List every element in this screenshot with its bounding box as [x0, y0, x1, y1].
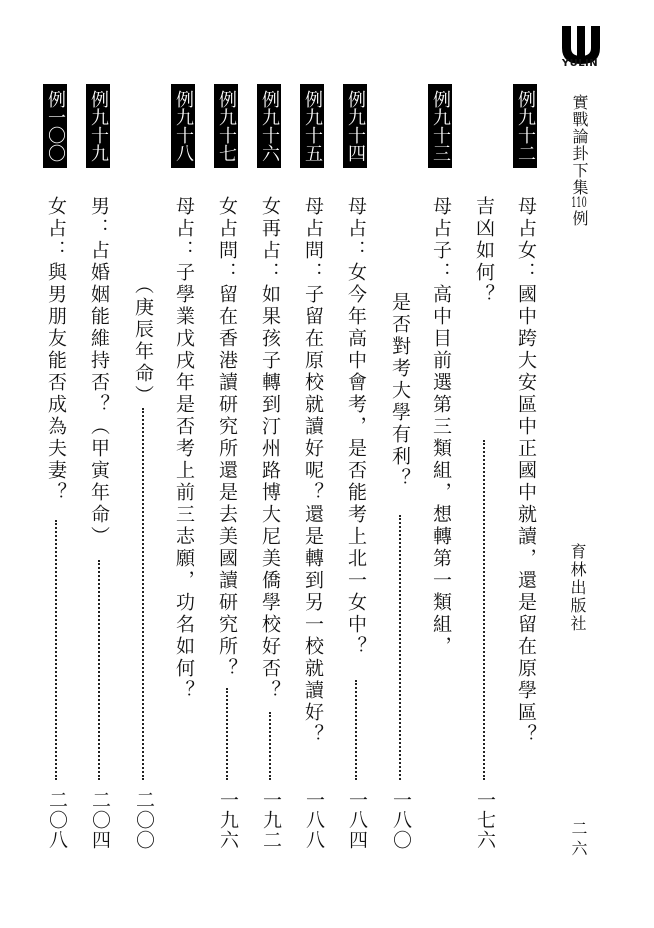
entry-page-92: 一七六 — [474, 790, 496, 850]
entry-label-97: 例九十七 — [214, 84, 238, 168]
leader-dots-96 — [269, 712, 277, 780]
leader-dots-94 — [355, 680, 363, 780]
entry-title-92: 母占女：國中跨大安區中正國中就讀，還是留在原學區？ — [515, 196, 537, 746]
entry-title-96: 女再占：如果孩子轉到汀州路博大尼美僑學校好否？ — [259, 196, 281, 702]
entry-title-95: 母占問：子留在原校就讀好呢？還是轉到另一校就讀好？ — [302, 196, 324, 746]
leader-dots-92 — [483, 440, 491, 780]
entry-title-98-cont: （庚辰年命） — [132, 275, 154, 407]
leader-dots-98 — [142, 408, 150, 780]
entry-label-95: 例九十五 — [300, 84, 324, 168]
entry-label-92: 例九十二 — [513, 84, 537, 168]
entry-page-99: 二〇四 — [89, 790, 111, 850]
entry-label-98: 例九十八 — [171, 84, 195, 168]
entry-title-99: 男：占婚姻能維持否？（甲寅年命） — [88, 196, 110, 548]
entry-page-94: 一八四 — [346, 790, 368, 850]
entry-title-100: 女占：與男朋友能否成為夫妻？ — [45, 196, 67, 504]
page-folio: 二六 — [569, 820, 588, 860]
entry-label-94: 例九十四 — [343, 84, 367, 168]
entry-title-93: 母占子：高中目前選第三類組，想轉第一類組， — [430, 196, 452, 658]
series-title-suffix: 例 — [570, 210, 589, 227]
entry-label-93: 例九十三 — [428, 84, 452, 168]
entry-title-92-cont: 吉凶如何？ — [473, 196, 495, 306]
entry-label-96: 例九十六 — [257, 84, 281, 168]
entry-label-100: 例一〇〇 — [43, 84, 67, 168]
leader-dots-99 — [98, 560, 106, 780]
entry-title-97: 女占問：留在香港讀研究所還是去美國讀研究所？ — [216, 196, 238, 680]
entry-page-96: 一九二 — [260, 790, 282, 850]
entry-page-95: 一八八 — [303, 790, 325, 850]
entry-label-99: 例九十九 — [86, 84, 110, 168]
leader-dots-93 — [399, 515, 407, 780]
entry-title-93-cont: 是否對考大學有利？ — [389, 292, 411, 490]
logo-brand-text: YULIN — [561, 58, 599, 69]
series-number: 110 — [571, 196, 587, 210]
entry-page-98: 二〇〇 — [133, 790, 155, 850]
entry-page-97: 一九六 — [217, 790, 239, 850]
series-title-text: 實戰論卦下集 — [570, 94, 589, 196]
publisher-name: 育林出版社 — [568, 543, 587, 633]
leader-dots-97 — [226, 688, 234, 780]
entry-page-100: 二〇八 — [46, 790, 68, 850]
entry-page-93: 一八〇 — [390, 790, 412, 850]
leader-dots-100 — [55, 520, 63, 780]
series-title — [569, 94, 589, 227]
entry-title-98: 母占：子學業戊戌年是否考上前三志願，功名如何？ — [173, 196, 195, 702]
entry-title-94: 母占：女今年高中會考，是否能考上北一女中？ — [345, 196, 367, 658]
